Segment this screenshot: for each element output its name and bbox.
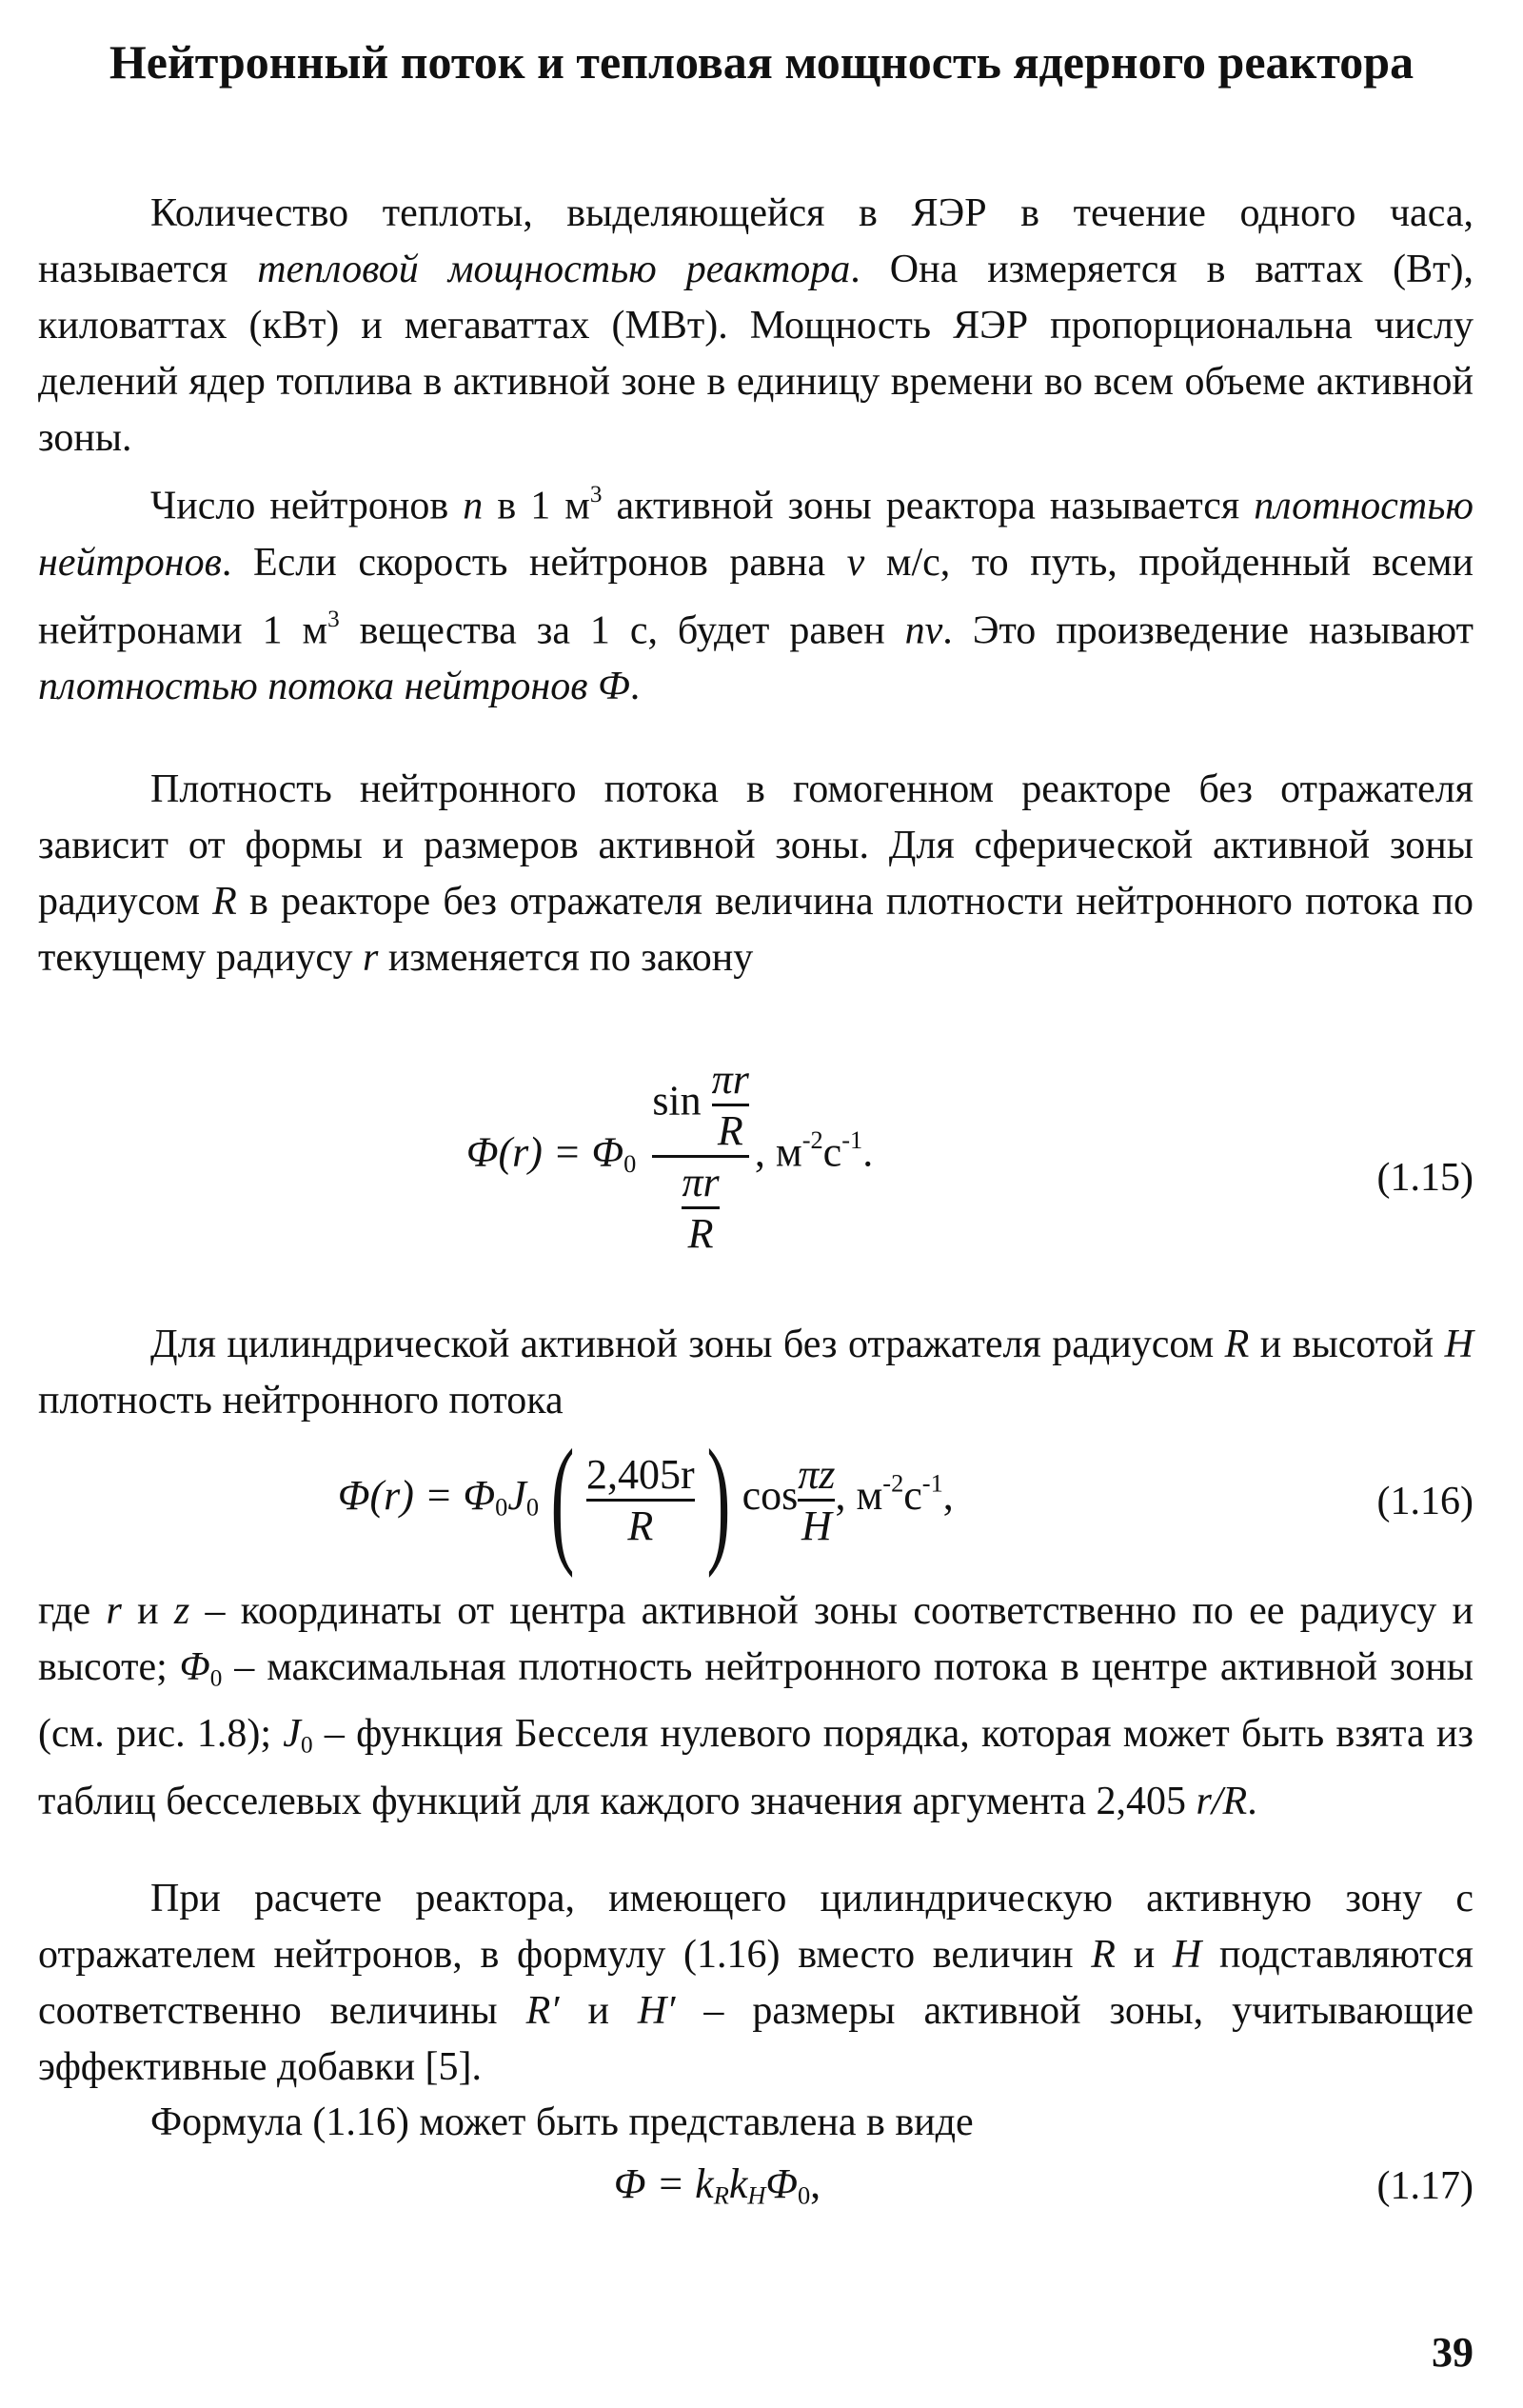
text: . [1247,1779,1257,1823]
punct: . [862,1128,874,1176]
var-n: n [463,484,484,528]
paren-open: ( [550,1421,575,1579]
eq-lhs: Φ(r) = Φ [466,1128,624,1176]
R: R [712,1104,749,1155]
subscript: R [713,2180,729,2210]
equation-1-15 [466,1055,873,1258]
arg-denominator: R [586,1499,695,1550]
text: При расчете реактора, имеющего цилиндрическую активную зону с отражателем нейтронов, в формулу (1.16) вместо величин [38,1877,1474,1977]
text: – координаты от центра активной зоны соответственно по ее радиусу и высоте; [38,1589,1474,1689]
R: R [682,1206,719,1258]
text: и [559,1989,638,2033]
text: Плотность нейтронного потока в гомогенном реакторе без отражателя зависит от формы и размеров активной зоны. Для сферической активной зоны радиусом [38,767,1474,924]
equation-1-16 [338,1421,954,1579]
page-number: 39 [1432,2329,1474,2376]
exponent: -1 [921,1468,943,1498]
inner-fraction [682,1158,719,1258]
punct: , [942,1472,954,1520]
cos-arg [798,1450,835,1550]
var-R-prime: R′ [525,1989,560,2033]
var-H-prime: H′ [637,1989,676,2033]
var-z: z [173,1589,190,1633]
var-phi0: Φ [179,1645,210,1689]
text: м/с, то путь, пройденный всеми нейтронами 1 м [38,540,1474,653]
eq-lhs: Φ = k [614,2160,714,2207]
text: Число нейтронов [150,484,464,528]
var-r: r [106,1589,122,1633]
text: – функция Бесселя нулевого порядка, которая может быть взята из таблиц бесселевых функций для каждого значения аргумента 2,405 [38,1712,1474,1823]
text: активной зоны реактора называется [602,484,1255,528]
unit: с [822,1128,842,1176]
subscript: H [747,2180,766,2210]
term-thermal-power: тепловой мощностью реактора [257,248,851,291]
text: и [1115,1933,1173,1977]
var-R: R [1224,1323,1250,1366]
inner-fraction [712,1055,749,1155]
paragraph-neutron-density [38,467,1474,715]
var-H: H [1444,1323,1474,1366]
text: подставляются соответственно величины [38,1933,1474,2033]
bessel-J: J [507,1472,526,1520]
text: – максимальная плотность нейтронного потока в центре активной зоны (см. рис. 1.8); [38,1645,1474,1757]
term-flux-density: плотностью потока нейтронов Ф [38,665,630,709]
exponent: -1 [841,1125,863,1155]
text: в реакторе без отражателя величина плотности нейтронного потока по текущему радиусу [38,880,1474,980]
equation-number-1-17: (1.17) [1376,2164,1474,2208]
term-neutron-density: плотностью нейтронов [38,484,1474,585]
eq-lhs: Φ(r) = Φ [338,1472,496,1520]
paragraph-flux-sphere [38,762,1474,986]
equation-number-1-16: (1.16) [1376,1480,1474,1523]
paragraph-cylinder [38,1317,1474,1429]
text: . Это произведение называют [942,608,1474,653]
var-r: r [362,936,379,980]
var-R: R [1091,1933,1116,1977]
eq-denominator [652,1155,749,1258]
var-nv: nv [904,608,943,653]
var-H: H [1172,1933,1202,1977]
text: изменяется по закону [378,936,754,980]
text: – размеры активной зоны, учитывающие эффективные добавки [5]. [38,1989,1474,2089]
text: и [121,1589,174,1633]
cos-label: cos [742,1472,799,1520]
paragraph-thermal-power [38,186,1474,467]
subscript: 0 [300,1732,313,1759]
var-v: v [846,540,865,585]
text: . [629,665,641,709]
subscript: 0 [495,1492,508,1522]
exponent: -2 [801,1125,823,1155]
H: H [798,1499,835,1550]
pi-r: πr [682,1159,720,1205]
var-J: J [283,1712,301,1757]
subscript: 0 [797,2180,811,2210]
exponent: 3 [327,606,340,632]
subscript: 0 [525,1492,540,1522]
punct: , [810,2160,821,2207]
text: Для цилиндрической активной зоны без отражателя радиусом [150,1323,1225,1366]
arg-numerator: 2,405r [586,1450,695,1498]
eq-fraction [652,1055,749,1258]
text: . Она измеряется в ваттах (Вт), киловаттах (кВт) и мегаваттах (МВт). Мощность ЯЭР пропорциональна числу делений ядер топлива в активной зоне в единицу времени во всем объеме активной зоны. [38,248,1474,460]
text: вещества за 1 с, будет равен [339,608,905,653]
equation-number-1-15: (1.15) [1376,1156,1474,1200]
unit: с [903,1472,922,1520]
unit: , м [754,1128,802,1176]
subscript: 0 [209,1665,223,1692]
sin-label: sin [652,1077,702,1124]
unit: , м [835,1472,883,1520]
text: и высотой [1249,1323,1445,1366]
pi-z: πz [798,1450,836,1498]
exponent: 3 [589,482,603,507]
pi-r: πr [711,1056,749,1103]
text: где [38,1589,107,1633]
phi: Φ [765,2160,798,2207]
paragraph-where [38,1583,1474,1830]
paren-close: ) [706,1421,731,1579]
eq-numerator [652,1055,749,1155]
exponent: -2 [882,1468,904,1498]
var-rR: r/R [1196,1779,1248,1823]
text: . Если скорость нейтронов равна [221,540,847,585]
var-R: R [212,880,237,924]
paragraph-reflector [38,1871,1474,2096]
equation-1-17 [614,2159,821,2211]
page-title: Нейтронный поток и тепловая мощность ядерного реактора [109,35,1414,89]
subscript: 0 [623,1149,637,1179]
k: k [728,2160,748,2207]
text: в 1 м [483,484,590,528]
paragraph-formula-form: Формула (1.16) может быть представлена в виде [150,2100,974,2144]
text: Количество теплоты, выделяющейся в ЯЭР в течение одного часа, называется [38,191,1474,291]
bessel-arg [586,1450,695,1550]
text: плотность нейтронного потока [38,1379,564,1423]
